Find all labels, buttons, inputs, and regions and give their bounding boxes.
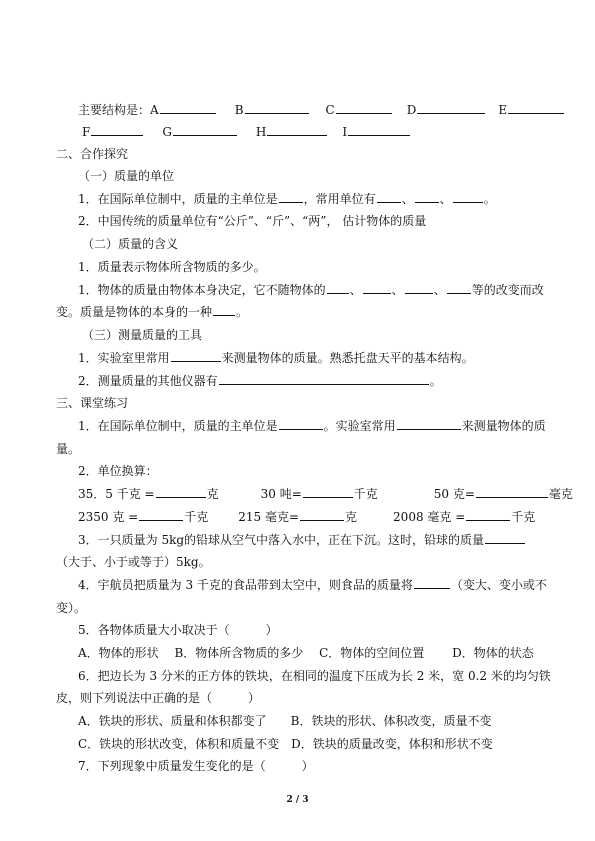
- blank-e[interactable]: [508, 102, 564, 114]
- text: 克: [345, 510, 358, 524]
- q6-options-ab: A．铁块的形状、质量和体积都变了 B．铁块的形状、体积改变，质量不变: [78, 714, 492, 728]
- blank-q3[interactable]: [485, 532, 525, 544]
- q6-options-cd: C．铁块的形状改变，体积和质量不变 D．铁块的质量改变，体积和形状不变: [78, 737, 493, 751]
- text: 4．宇航员把质量为 3 千克的食品带到太空中，则食品的质量将: [78, 578, 413, 592]
- q7-stem: 7．下列现象中质量发生变化的是（ ）: [78, 759, 314, 773]
- tools-line-1: [78, 350, 474, 366]
- text: 2350 克 =: [78, 510, 139, 524]
- text: 3．一只质量为 5kg的铅球从空气中落入水中，正在下沉。这时，铅球的质量: [78, 533, 485, 547]
- blank-other-instruments[interactable]: [219, 373, 429, 385]
- blank-unit-2[interactable]: [415, 191, 439, 203]
- text: 35．5 千克 =: [78, 487, 155, 501]
- q5-stem: 5．各物体质量大小取决于（ ）: [78, 623, 278, 637]
- blank-q1-unit[interactable]: [279, 418, 323, 430]
- label-f: F: [82, 125, 91, 139]
- tools-line-2: [78, 373, 442, 389]
- text: 来测量物体的质量。熟悉托盘天平的基本结构。: [221, 351, 474, 365]
- text: 1．在国际单位制中，质量的主单位是: [78, 192, 278, 206]
- text: 30 吨=: [260, 487, 302, 501]
- blank-conv-1[interactable]: [156, 486, 206, 498]
- text: 千克: [511, 510, 536, 524]
- blank-b[interactable]: [245, 102, 309, 114]
- page-number: 2 / 3: [286, 795, 309, 805]
- structure-line-1: [78, 102, 565, 118]
- q3-line-2: （大于、小于或等于）5kg。: [56, 555, 211, 569]
- section-2-title: 二、合作探究: [56, 147, 129, 161]
- meaning-line-2: [78, 282, 544, 298]
- blank-conv-4[interactable]: [139, 509, 183, 521]
- label-i: I: [342, 125, 348, 139]
- blank-tool[interactable]: [171, 350, 221, 362]
- subsection-tools: （三）测量质量的工具: [82, 328, 203, 342]
- meaning-line-3: [56, 304, 248, 320]
- blank-q1-tool[interactable]: [397, 418, 461, 430]
- text: 来测量物体的质: [461, 419, 546, 433]
- text: 1．实验室里常用: [78, 351, 170, 365]
- text: （变大、变小或不: [450, 578, 547, 592]
- blank-c[interactable]: [336, 102, 392, 114]
- text: 215 毫克=: [238, 510, 300, 524]
- units-line-1: [78, 191, 496, 207]
- text: 。: [429, 374, 442, 388]
- blank-unit-1[interactable]: [377, 191, 401, 203]
- blank-property[interactable]: [213, 304, 235, 316]
- structure-line-2: [82, 124, 411, 140]
- q4-line-2: 变）。: [56, 601, 87, 615]
- blank-change-3[interactable]: [405, 282, 433, 294]
- text: 。: [483, 192, 496, 206]
- label-c: C: [325, 103, 335, 117]
- q6-line-1: 6．把边长为 3 分米的正方体的铁块，在相同的温度下压成为长 2 米，宽 0.2 米的均匀铁: [78, 669, 551, 683]
- section-3-title: 三、课堂练习: [56, 396, 129, 410]
- q4-line-1: [78, 577, 547, 593]
- label-a: A: [150, 103, 159, 117]
- text: 等的改变而改: [471, 283, 544, 297]
- label-d: D: [406, 103, 417, 117]
- subsection-meaning: （二）质量的含义: [82, 237, 179, 251]
- conversion-row-2: [78, 509, 535, 525]
- text: 变。质量是物体的本身的一种: [56, 305, 213, 319]
- text: 克: [206, 487, 219, 501]
- text: 2．测量质量的其他仪器有: [78, 374, 218, 388]
- q3-line-1: [78, 532, 526, 548]
- q1-line-1: [78, 418, 546, 434]
- blank-g[interactable]: [173, 124, 237, 136]
- blank-i[interactable]: [348, 124, 410, 136]
- text: 2008 毫克 =: [393, 510, 466, 524]
- label-h: H: [255, 125, 267, 139]
- text: 、: [391, 283, 404, 297]
- q2-title: 2．单位换算：: [78, 464, 158, 478]
- text: 。: [236, 305, 249, 319]
- blank-h[interactable]: [267, 124, 327, 136]
- blank-conv-3[interactable]: [476, 486, 548, 498]
- blank-conv-2[interactable]: [303, 486, 353, 498]
- q5-options: A．物体的形状 B．物体所含物质的多少 C．物体的空间位置 D．物体的状态: [78, 646, 534, 660]
- text: 、: [433, 283, 446, 297]
- text: 千克: [353, 487, 378, 501]
- blank-f[interactable]: [91, 124, 143, 136]
- meaning-line-1: 1．质量表示物体所含物质的多少。: [78, 260, 266, 274]
- blank-a[interactable]: [160, 102, 216, 114]
- text: 1．在国际单位制中，质量的主单位是: [78, 419, 278, 433]
- q1-line-2: 量。: [56, 442, 81, 456]
- label-e: E: [498, 103, 508, 117]
- blank-conv-5[interactable]: [300, 509, 344, 521]
- text: 。实验室常用: [323, 419, 396, 433]
- blank-d[interactable]: [417, 102, 485, 114]
- blank-main-unit[interactable]: [279, 191, 303, 203]
- text: 千克: [184, 510, 209, 524]
- blank-change-4[interactable]: [447, 282, 471, 294]
- label-b: B: [234, 103, 244, 117]
- text: 1．物体的质量由物体本身决定，它不随物体的: [78, 283, 326, 297]
- label-g: G: [162, 125, 172, 139]
- q6-line-2: 皮，则下列说法中正确的是（ ）: [56, 691, 261, 705]
- text: 、: [439, 192, 452, 206]
- blank-q4[interactable]: [414, 577, 450, 589]
- text: 毫克: [548, 487, 573, 501]
- text: 、: [401, 192, 414, 206]
- text: 、: [349, 283, 362, 297]
- subsection-units: （一）质量的单位: [78, 169, 175, 183]
- blank-change-1[interactable]: [327, 282, 349, 294]
- units-line-2: 2．中国传统的质量单位有“公斤”、“斤”、“两”， 估计物体的质量: [78, 214, 427, 228]
- blank-unit-3[interactable]: [453, 191, 483, 203]
- conversion-row-1: [78, 486, 573, 502]
- text: 50 克=: [433, 487, 475, 501]
- blank-conv-6[interactable]: [466, 509, 510, 521]
- text: ，常用单位有: [303, 192, 376, 206]
- blank-change-2[interactable]: [363, 282, 391, 294]
- structure-prefix: 主要结构是：: [78, 103, 151, 117]
